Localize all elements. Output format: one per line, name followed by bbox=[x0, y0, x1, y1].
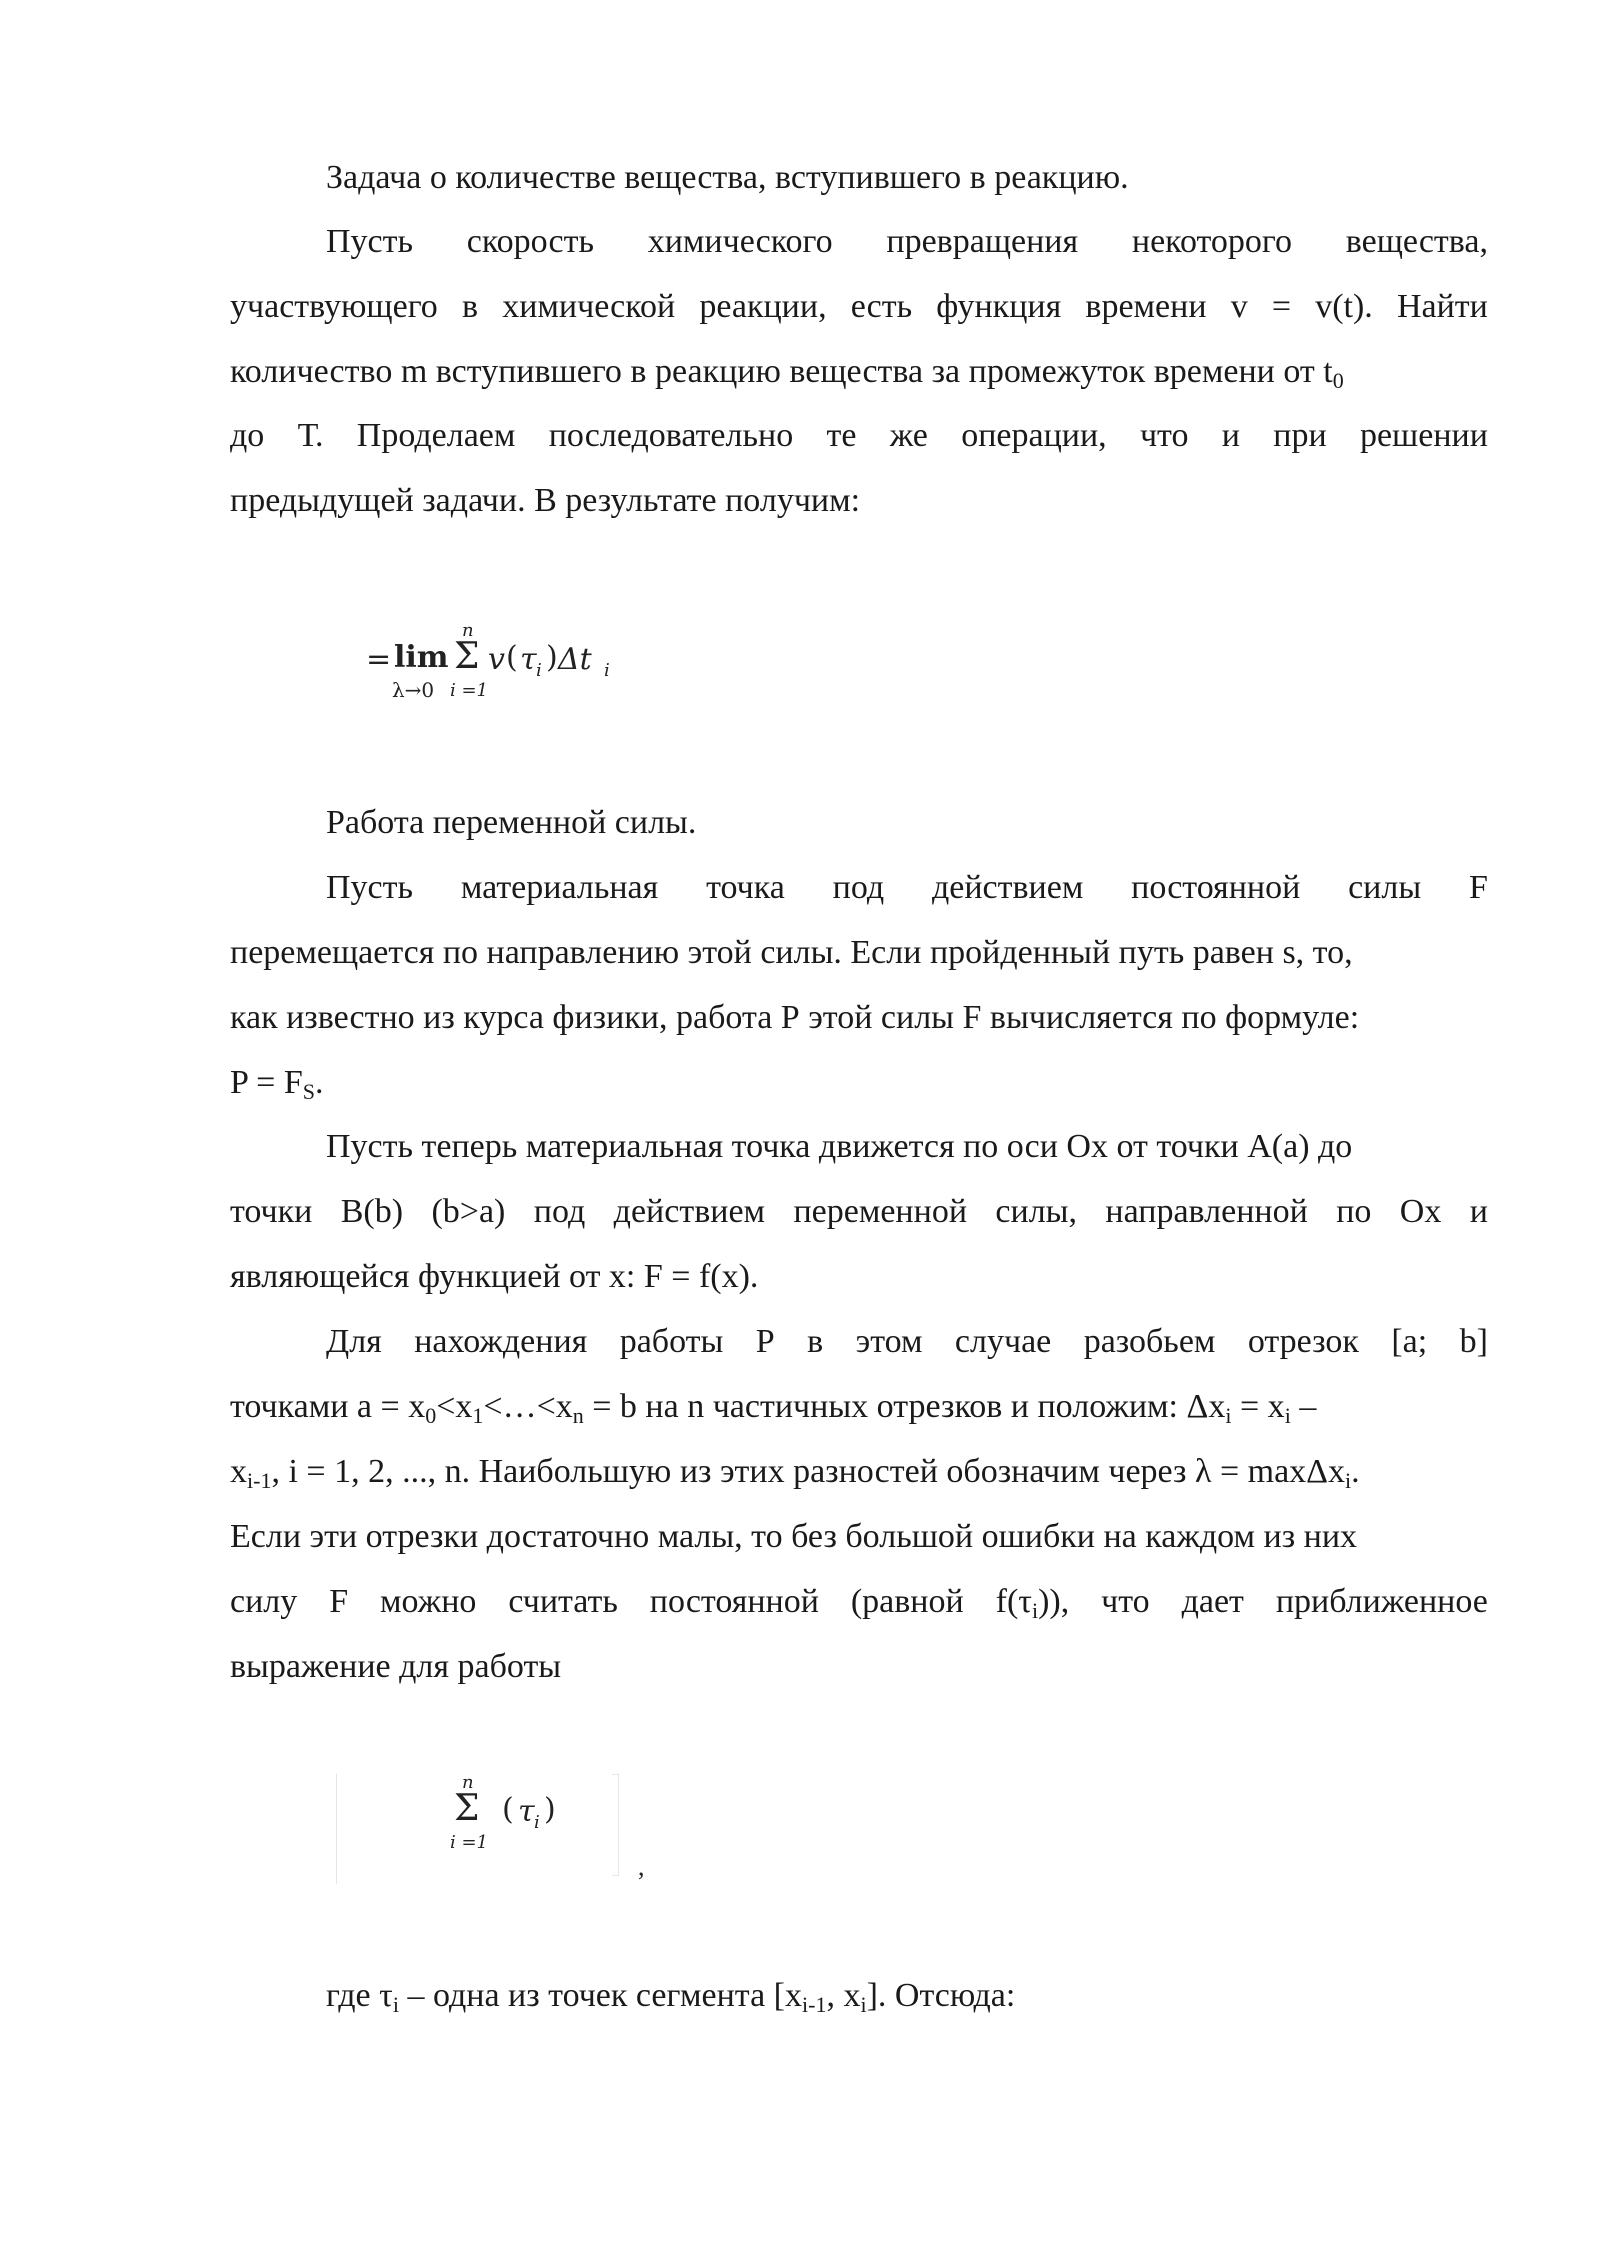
paragraph-line: предыдущей задачи. В результате получим: bbox=[230, 482, 861, 519]
word: Р bbox=[755, 1323, 775, 1360]
word: Т. bbox=[297, 417, 324, 454]
word: и bbox=[1469, 1193, 1488, 1230]
word: действием bbox=[613, 1193, 766, 1230]
word: этом bbox=[855, 1323, 923, 1360]
word: по bbox=[1336, 1193, 1372, 1230]
heading-substance-problem: Задача о количестве вещества, вступившего в реакцию. bbox=[326, 159, 1129, 196]
sigma-symbol: Σ bbox=[454, 636, 480, 677]
word: скорость bbox=[466, 223, 594, 260]
paragraph-line: количество m вступившего в реакцию вещества за промежуток времени от $t_0$ bbox=[230, 353, 1344, 393]
word: операции, bbox=[961, 417, 1107, 454]
word: есть bbox=[850, 288, 913, 325]
word: силы bbox=[1348, 869, 1422, 906]
word: последовательно bbox=[548, 417, 794, 454]
paragraph-line bbox=[326, 1322, 1488, 1362]
word: вещества, bbox=[1345, 223, 1488, 260]
word: и bbox=[1221, 417, 1240, 454]
paragraph-line: как известно из курса физики, работа Р этой силы F вычисляется по формуле: bbox=[230, 999, 1360, 1036]
paragraph-line bbox=[230, 1192, 1488, 1232]
word: функция bbox=[936, 288, 1062, 325]
paragraph-line: силу F можно считать постоянной (равной $f(\tau_i)$), что дает приближенное bbox=[230, 1583, 1488, 1623]
word: химической bbox=[502, 288, 676, 325]
word: Пусть bbox=[326, 869, 414, 906]
limit-sum-formula: = lim λ→0 n Σ i =1 v ( τ i ) Δt i bbox=[366, 620, 610, 702]
word: при bbox=[1273, 417, 1327, 454]
word: участвующего bbox=[230, 288, 438, 325]
word: точка bbox=[706, 869, 785, 906]
word: v bbox=[1230, 288, 1248, 325]
word: под bbox=[533, 1193, 586, 1230]
heading-variable-force: Работа переменной силы. bbox=[326, 804, 697, 841]
paragraph-line bbox=[326, 868, 1488, 908]
word: под bbox=[832, 869, 885, 906]
word: те bbox=[826, 417, 857, 454]
word: точки bbox=[230, 1193, 313, 1230]
word: действием bbox=[931, 869, 1084, 906]
word: до bbox=[230, 417, 265, 454]
word: реакции, bbox=[699, 288, 827, 325]
word: отрезок bbox=[1247, 1323, 1359, 1360]
paragraph-line: выражение для работы bbox=[230, 1648, 562, 1685]
word: v(t). bbox=[1315, 288, 1373, 325]
word: же bbox=[889, 417, 928, 454]
paragraph-line: перемещается по направлению этой силы. Если пройденный путь равен s, то, bbox=[230, 934, 1353, 971]
paragraph-line bbox=[326, 222, 1488, 262]
word: некоторого bbox=[1131, 223, 1293, 260]
word: = bbox=[1271, 288, 1292, 325]
word: разобьем bbox=[1083, 1323, 1216, 1360]
word: материальная bbox=[460, 869, 659, 906]
word: решении bbox=[1359, 417, 1488, 454]
paragraph-line bbox=[230, 287, 1488, 327]
formula-bracket-right bbox=[612, 1774, 619, 1876]
word: переменной bbox=[793, 1193, 968, 1230]
word: работы bbox=[619, 1323, 724, 1360]
paragraph-line: являющейся функцией от х: F = f(x). bbox=[230, 1258, 759, 1295]
paragraph-line: $P = F_S$. bbox=[230, 1064, 324, 1104]
word: в bbox=[461, 288, 479, 325]
word: что bbox=[1139, 417, 1189, 454]
word: Ох bbox=[1399, 1193, 1442, 1230]
paragraph-line: где $\tau_i$ – одна из точек сегмента [$x_{i-1}$, $x_i$]. Отсюда: bbox=[326, 1977, 1016, 2017]
word: [a; bbox=[1391, 1323, 1428, 1360]
paragraph-line: Пусть теперь материальная точка движется по оси Ох от точки А(а) до bbox=[326, 1128, 1353, 1165]
word: в bbox=[807, 1323, 824, 1360]
paragraph-line: $x_{i-1}$, i = 1, 2, ..., n. Наибольшую из этих разностей обозначим через λ = maxΔx$_i$. bbox=[230, 1453, 1360, 1493]
sum-approximation-formula: n Σ i =1 ( τ i ) , bbox=[330, 1770, 650, 1890]
word: F bbox=[1469, 869, 1488, 906]
formula-bracket-left bbox=[336, 1774, 337, 1884]
word: Пусть bbox=[326, 223, 414, 260]
word: направленной bbox=[1105, 1193, 1308, 1230]
word: силы, bbox=[995, 1193, 1078, 1230]
word: случае bbox=[954, 1323, 1052, 1360]
paragraph-line: Если эти отрезки достаточно малы, то без большой ошибки на каждом из них bbox=[230, 1518, 1358, 1555]
word: Найти bbox=[1396, 288, 1488, 325]
word: превращения bbox=[886, 223, 1079, 260]
word: постоянной bbox=[1131, 869, 1301, 906]
word: времени bbox=[1085, 288, 1207, 325]
word: химического bbox=[647, 223, 833, 260]
paragraph-line: точками $a = x_0<x_1<\dots<x_n = b$ на n частичных отрезков и положим: $\Delta x_i = x_i$ – bbox=[230, 1388, 1317, 1428]
sigma-symbol: Σ bbox=[454, 1788, 480, 1829]
word: b] bbox=[1459, 1323, 1488, 1360]
word: (b>a) bbox=[431, 1193, 506, 1230]
word: Проделаем bbox=[356, 417, 516, 454]
paragraph-line bbox=[230, 416, 1488, 456]
word: Для bbox=[326, 1323, 382, 1360]
word: В(b) bbox=[340, 1193, 404, 1230]
word: нахождения bbox=[414, 1323, 588, 1360]
